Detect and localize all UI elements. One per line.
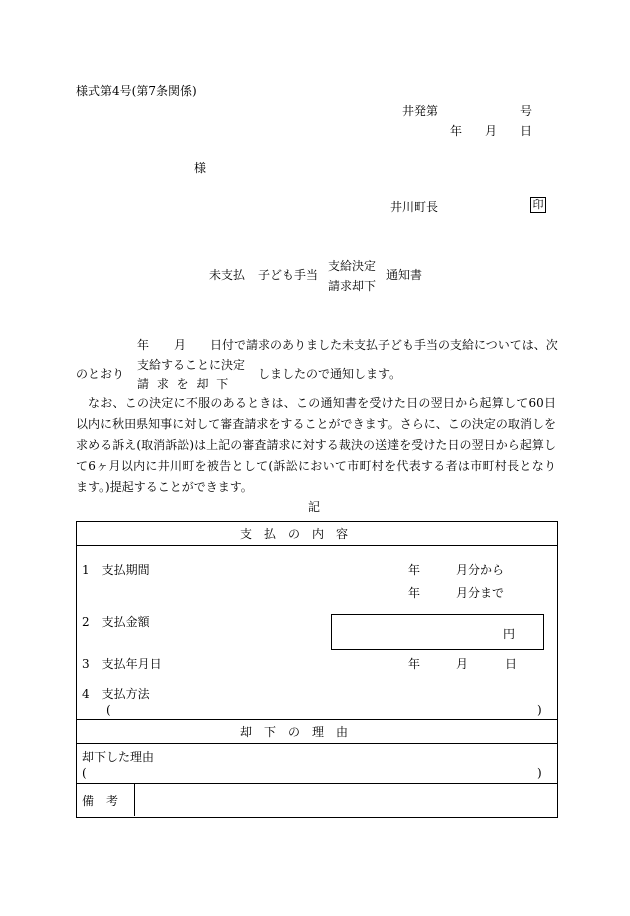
divider: [134, 783, 135, 816]
reason-close-paren: ): [537, 766, 542, 780]
ki-marker: 記: [308, 500, 321, 514]
issuer: 井川町長: [390, 200, 439, 214]
period-label: 1 支払期間: [82, 563, 150, 577]
period-from: 月分から: [456, 563, 505, 577]
date-month: 月: [485, 124, 498, 138]
doc-number-prefix: 井発第: [402, 104, 439, 118]
title-part2: 子ども手当: [258, 268, 319, 282]
body-month: 月: [174, 338, 187, 352]
pay-date-month: 月: [456, 657, 469, 671]
doc-number-suffix: 号: [520, 104, 533, 118]
title-option-bottom: 請求却下: [328, 279, 377, 293]
body-line1-text: 日付で請求のありました未支払子ども手当の支給については、次: [210, 338, 558, 352]
reason-open-paren: (: [82, 766, 87, 780]
amount-unit: 円: [503, 627, 516, 641]
pay-date-day: 日: [505, 657, 518, 671]
form-number: 様式第4号(第7条関係): [76, 84, 197, 98]
title-part1: 未支払: [209, 268, 246, 282]
payment-header: 支 払 の 内 容: [240, 527, 349, 541]
date-year: 年: [450, 124, 463, 138]
reason-label: 却下した理由: [82, 750, 155, 764]
period-year-from: 年: [408, 563, 421, 577]
title-part3: 通知書: [386, 268, 423, 282]
addressee-suffix: 様: [194, 161, 207, 175]
appeal-paragraph: なお、この決定に不服のあるときは、この通知書を受けた日の翌日から起算して60日以内に秋田県知事に対して審査請求をすることができます。さらに、この決定の取消しを求める訴え(取消訴訟)は上記の審査請求に対する裁決の送達を受けた日の翌日から起算して6ヶ月以内に井川町を被告として(訴訟において市町村を代表する者は市町村長となります。)提起することができます。: [76, 396, 556, 494]
pay-date-year: 年: [408, 657, 421, 671]
body-year: 年: [137, 338, 150, 352]
period-year-to: 年: [408, 586, 421, 600]
body-line2-prefix: のとおり: [76, 367, 125, 381]
method-label: 4 支払方法: [82, 687, 150, 701]
amount-label: 2 支払金額: [82, 615, 150, 629]
body-line2-suffix: しましたので通知します。: [258, 367, 402, 381]
divider: [76, 719, 557, 720]
divider: [76, 545, 557, 546]
rejection-header: 却 下 の 理 由: [240, 725, 349, 739]
title-option-top: 支給決定: [328, 259, 377, 273]
date-day: 日: [520, 124, 533, 138]
method-close-paren: ): [537, 703, 542, 717]
pay-date-label: 3 支払年月日: [82, 657, 162, 671]
remarks-label: 備 考: [82, 794, 119, 808]
period-to: 月分まで: [456, 586, 505, 600]
body-option-bottom: 請 求 を 却 下: [137, 377, 229, 391]
seal-stamp: 印: [530, 197, 546, 213]
method-open-paren: (: [106, 703, 111, 717]
divider: [76, 783, 557, 784]
body-option-top: 支給することに決定: [137, 358, 246, 372]
divider: [76, 743, 557, 744]
